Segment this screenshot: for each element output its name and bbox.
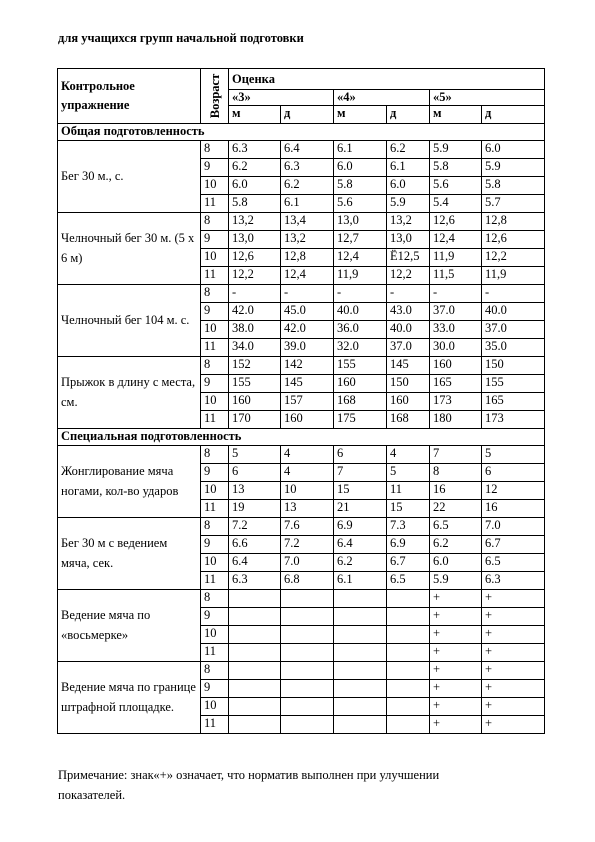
value-cell: 6.3 — [482, 572, 545, 590]
age-cell: 10 — [201, 698, 229, 716]
value-cell: 39.0 — [281, 339, 334, 357]
value-cell: 7.2 — [281, 536, 334, 554]
value-cell — [334, 662, 387, 680]
value-cell: 13,2 — [387, 213, 430, 231]
value-cell: 35.0 — [482, 339, 545, 357]
value-cell: 6.4 — [229, 554, 281, 572]
value-cell: 6.4 — [281, 141, 334, 159]
value-cell: 4 — [281, 446, 334, 464]
value-cell: 6.5 — [482, 554, 545, 572]
value-cell: 4 — [387, 446, 430, 464]
value-cell: + — [430, 680, 482, 698]
value-cell — [334, 590, 387, 608]
value-cell: 7.3 — [387, 518, 430, 536]
value-cell — [334, 698, 387, 716]
age-cell: 10 — [201, 249, 229, 267]
value-cell: 10 — [281, 482, 334, 500]
value-cell: 15 — [334, 482, 387, 500]
age-cell: 11 — [201, 195, 229, 213]
value-cell: 21 — [334, 500, 387, 518]
value-cell — [281, 716, 334, 734]
age-cell: 8 — [201, 357, 229, 375]
value-cell: 13,4 — [281, 213, 334, 231]
value-cell: 6 — [229, 464, 281, 482]
header-gender-cell: д — [387, 106, 430, 124]
value-cell — [281, 590, 334, 608]
table-row — [58, 590, 545, 608]
value-cell: + — [430, 608, 482, 626]
value-cell: 12,4 — [281, 267, 334, 285]
age-cell: 8 — [201, 590, 229, 608]
value-cell: 7.2 — [229, 518, 281, 536]
age-cell: 8 — [201, 285, 229, 303]
value-cell — [281, 698, 334, 716]
value-cell: 12,2 — [229, 267, 281, 285]
section-row — [58, 429, 545, 446]
header-age-label: Возраст — [207, 73, 222, 119]
value-cell: 6.2 — [430, 536, 482, 554]
value-cell — [334, 680, 387, 698]
value-cell: - — [430, 285, 482, 303]
value-cell: 12,8 — [281, 249, 334, 267]
exercise-name: Ведение мяча по «восьмерке» — [58, 590, 201, 662]
table-row — [58, 446, 545, 464]
value-cell: 175 — [334, 411, 387, 429]
value-cell: + — [482, 644, 545, 662]
value-cell — [281, 662, 334, 680]
header-row-grade — [58, 69, 545, 90]
value-cell: 22 — [430, 500, 482, 518]
value-cell: 40.0 — [387, 321, 430, 339]
value-cell: 155 — [482, 375, 545, 393]
value-cell: 13,0 — [334, 213, 387, 231]
value-cell — [334, 716, 387, 734]
value-cell: + — [430, 698, 482, 716]
value-cell: + — [430, 662, 482, 680]
age-cell: 10 — [201, 177, 229, 195]
table-row — [58, 357, 545, 375]
value-cell: 7.0 — [482, 518, 545, 536]
value-cell: 40.0 — [334, 303, 387, 321]
age-cell: 11 — [201, 267, 229, 285]
value-cell: 12,6 — [229, 249, 281, 267]
section-title: Общая подготовленность — [58, 124, 545, 141]
value-cell — [387, 680, 430, 698]
value-cell: + — [482, 626, 545, 644]
value-cell: - — [229, 285, 281, 303]
value-cell: + — [482, 662, 545, 680]
header-gender-cell: м — [430, 106, 482, 124]
value-cell: 6.7 — [482, 536, 545, 554]
value-cell: 160 — [430, 357, 482, 375]
age-cell: 11 — [201, 411, 229, 429]
value-cell: 5 — [229, 446, 281, 464]
value-cell: 145 — [281, 375, 334, 393]
value-cell: - — [482, 285, 545, 303]
value-cell: 11 — [387, 482, 430, 500]
value-cell: 30.0 — [430, 339, 482, 357]
value-cell: 6.5 — [387, 572, 430, 590]
value-cell: 42.0 — [229, 303, 281, 321]
age-cell: 10 — [201, 482, 229, 500]
value-cell: 11,5 — [430, 267, 482, 285]
value-cell: 4 — [281, 464, 334, 482]
value-cell: 168 — [387, 411, 430, 429]
value-cell: 13,0 — [229, 231, 281, 249]
age-cell: 8 — [201, 518, 229, 536]
exercise-name: Бег 30 м с ведением мяча, сек. — [58, 518, 201, 590]
value-cell: 5.8 — [334, 177, 387, 195]
value-cell: 6.3 — [281, 159, 334, 177]
value-cell: 6.2 — [387, 141, 430, 159]
section-title: Специальная подготовленность — [58, 429, 545, 446]
value-cell — [229, 680, 281, 698]
value-cell: 37.0 — [387, 339, 430, 357]
age-cell: 8 — [201, 662, 229, 680]
value-cell — [387, 698, 430, 716]
value-cell: 43.0 — [387, 303, 430, 321]
header-gender-cell: д — [482, 106, 545, 124]
value-cell: 12,4 — [430, 231, 482, 249]
value-cell — [281, 608, 334, 626]
value-cell: 5.9 — [482, 159, 545, 177]
table-row — [58, 518, 545, 536]
value-cell: + — [430, 626, 482, 644]
value-cell — [229, 716, 281, 734]
value-cell: 6.4 — [334, 536, 387, 554]
header-age — [201, 69, 229, 124]
value-cell — [229, 698, 281, 716]
age-cell: 11 — [201, 572, 229, 590]
table-row — [58, 285, 545, 303]
value-cell — [229, 662, 281, 680]
value-cell: 5.7 — [482, 195, 545, 213]
value-cell: 13,0 — [387, 231, 430, 249]
value-cell: 13,2 — [229, 213, 281, 231]
value-cell: 6.2 — [229, 159, 281, 177]
value-cell: 45.0 — [281, 303, 334, 321]
age-cell: 9 — [201, 536, 229, 554]
value-cell: 5.9 — [387, 195, 430, 213]
value-cell: 13 — [281, 500, 334, 518]
value-cell — [281, 680, 334, 698]
header-grade-5: «5» — [430, 90, 545, 106]
age-cell: 10 — [201, 393, 229, 411]
value-cell: 12,2 — [387, 267, 430, 285]
age-cell: 10 — [201, 554, 229, 572]
value-cell — [229, 608, 281, 626]
value-cell: 11,9 — [482, 267, 545, 285]
value-cell: 11,9 — [334, 267, 387, 285]
age-cell: 9 — [201, 231, 229, 249]
value-cell: 5.8 — [482, 177, 545, 195]
value-cell: 6.0 — [334, 159, 387, 177]
value-cell: Ё12,5 — [387, 249, 430, 267]
value-cell — [229, 644, 281, 662]
value-cell: 12,6 — [430, 213, 482, 231]
value-cell: 5.6 — [334, 195, 387, 213]
header-grade-3: «3» — [229, 90, 334, 106]
value-cell: 12,7 — [334, 231, 387, 249]
value-cell: + — [430, 716, 482, 734]
header-gender-cell: м — [229, 106, 281, 124]
value-cell: 37.0 — [430, 303, 482, 321]
value-cell: 6.9 — [387, 536, 430, 554]
value-cell: 6.1 — [334, 141, 387, 159]
exercise-name: Челночный бег 104 м. с. — [58, 285, 201, 357]
exercise-name: Жонглирование мяча ногами, кол-во ударов — [58, 446, 201, 518]
value-cell: + — [430, 590, 482, 608]
age-cell: 11 — [201, 644, 229, 662]
value-cell: 37.0 — [482, 321, 545, 339]
value-cell: 12,4 — [334, 249, 387, 267]
value-cell: 6.6 — [229, 536, 281, 554]
section-row — [58, 124, 545, 141]
exercise-name: Бег 30 м., с. — [58, 141, 201, 213]
value-cell — [387, 716, 430, 734]
value-cell — [387, 608, 430, 626]
value-cell: 33.0 — [430, 321, 482, 339]
value-cell: 5.6 — [430, 177, 482, 195]
exercise-name: Челночный бег 30 м. (5 х 6 м) — [58, 213, 201, 285]
value-cell: 6.8 — [281, 572, 334, 590]
value-cell: 36.0 — [334, 321, 387, 339]
age-cell: 11 — [201, 500, 229, 518]
value-cell: 12,2 — [482, 249, 545, 267]
norms-table-body — [58, 69, 545, 734]
value-cell — [334, 608, 387, 626]
value-cell: 165 — [430, 375, 482, 393]
value-cell: + — [482, 608, 545, 626]
value-cell: + — [482, 680, 545, 698]
value-cell: 11,9 — [430, 249, 482, 267]
value-cell: 152 — [229, 357, 281, 375]
value-cell: 34.0 — [229, 339, 281, 357]
value-cell — [334, 626, 387, 644]
age-cell: 8 — [201, 141, 229, 159]
value-cell: 7 — [430, 446, 482, 464]
value-cell — [229, 626, 281, 644]
age-cell: 9 — [201, 159, 229, 177]
value-cell — [387, 626, 430, 644]
value-cell: 150 — [482, 357, 545, 375]
value-cell: 7.0 — [281, 554, 334, 572]
value-cell: 6.0 — [482, 141, 545, 159]
value-cell: 12 — [482, 482, 545, 500]
value-cell: 155 — [229, 375, 281, 393]
value-cell: - — [281, 285, 334, 303]
norms-table — [57, 68, 545, 734]
value-cell: 6.9 — [334, 518, 387, 536]
value-cell — [387, 644, 430, 662]
value-cell — [387, 662, 430, 680]
value-cell: 6.7 — [387, 554, 430, 572]
table-row — [58, 662, 545, 680]
value-cell: 180 — [430, 411, 482, 429]
value-cell — [281, 626, 334, 644]
value-cell: 38.0 — [229, 321, 281, 339]
age-cell: 9 — [201, 680, 229, 698]
header-grade: Оценка — [229, 69, 545, 90]
age-cell: 10 — [201, 321, 229, 339]
header-gender-cell: м — [334, 106, 387, 124]
value-cell: 6.1 — [281, 195, 334, 213]
value-cell: 160 — [229, 393, 281, 411]
value-cell: 6.0 — [229, 177, 281, 195]
value-cell — [387, 590, 430, 608]
value-cell: 157 — [281, 393, 334, 411]
value-cell: 150 — [387, 375, 430, 393]
value-cell: 6.0 — [387, 177, 430, 195]
value-cell: 170 — [229, 411, 281, 429]
value-cell: - — [334, 285, 387, 303]
value-cell: 40.0 — [482, 303, 545, 321]
value-cell: 5.8 — [430, 159, 482, 177]
value-cell: 6.3 — [229, 141, 281, 159]
age-cell: 9 — [201, 375, 229, 393]
value-cell: 16 — [482, 500, 545, 518]
value-cell — [281, 644, 334, 662]
value-cell: 142 — [281, 357, 334, 375]
footnote: Примечание: знак«+» означает, что норматив выполнен при улучшении показателей. — [58, 768, 440, 802]
header-grade-4: «4» — [334, 90, 430, 106]
value-cell: 6.0 — [430, 554, 482, 572]
value-cell: 160 — [281, 411, 334, 429]
age-cell: 8 — [201, 446, 229, 464]
value-cell: + — [482, 716, 545, 734]
value-cell: + — [482, 590, 545, 608]
value-cell: 160 — [334, 375, 387, 393]
value-cell: 6.1 — [334, 572, 387, 590]
age-cell: 11 — [201, 339, 229, 357]
value-cell: 145 — [387, 357, 430, 375]
value-cell: 155 — [334, 357, 387, 375]
value-cell: 5.9 — [430, 572, 482, 590]
value-cell: 8 — [430, 464, 482, 482]
value-cell: 6.2 — [281, 177, 334, 195]
value-cell: 13 — [229, 482, 281, 500]
age-cell: 9 — [201, 608, 229, 626]
age-cell: 9 — [201, 303, 229, 321]
value-cell: 15 — [387, 500, 430, 518]
value-cell: 7 — [334, 464, 387, 482]
value-cell: 5 — [387, 464, 430, 482]
value-cell: 7.6 — [281, 518, 334, 536]
value-cell: 12,8 — [482, 213, 545, 231]
value-cell: 32.0 — [334, 339, 387, 357]
header-exercise: Контрольное упражнение — [58, 69, 201, 124]
age-cell: 11 — [201, 716, 229, 734]
value-cell: 12,6 — [482, 231, 545, 249]
value-cell: 160 — [387, 393, 430, 411]
value-cell — [334, 644, 387, 662]
value-cell: 42.0 — [281, 321, 334, 339]
value-cell: 6 — [334, 446, 387, 464]
exercise-name: Прыжок в длину с места, см. — [58, 357, 201, 429]
value-cell: 173 — [482, 411, 545, 429]
table-row — [58, 141, 545, 159]
age-cell: 10 — [201, 626, 229, 644]
value-cell: 165 — [482, 393, 545, 411]
age-cell: 9 — [201, 464, 229, 482]
value-cell: 6 — [482, 464, 545, 482]
value-cell: - — [387, 285, 430, 303]
age-cell: 8 — [201, 213, 229, 231]
value-cell: + — [482, 698, 545, 716]
value-cell: 16 — [430, 482, 482, 500]
header-gender-cell: д — [281, 106, 334, 124]
value-cell: 6.5 — [430, 518, 482, 536]
value-cell: + — [430, 644, 482, 662]
exercise-name: Ведение мяча по границе штрафной площадке. — [58, 662, 201, 734]
value-cell — [229, 590, 281, 608]
value-cell: 173 — [430, 393, 482, 411]
table-row — [58, 213, 545, 231]
value-cell: 6.2 — [334, 554, 387, 572]
value-cell: 5.4 — [430, 195, 482, 213]
value-cell: 168 — [334, 393, 387, 411]
value-cell: 5 — [482, 446, 545, 464]
document-heading: для учащихся групп начальной подготовки — [58, 31, 304, 45]
value-cell: 6.3 — [229, 572, 281, 590]
value-cell: 5.9 — [430, 141, 482, 159]
value-cell: 5.8 — [229, 195, 281, 213]
value-cell: 13,2 — [281, 231, 334, 249]
value-cell: 6.1 — [387, 159, 430, 177]
value-cell: 19 — [229, 500, 281, 518]
